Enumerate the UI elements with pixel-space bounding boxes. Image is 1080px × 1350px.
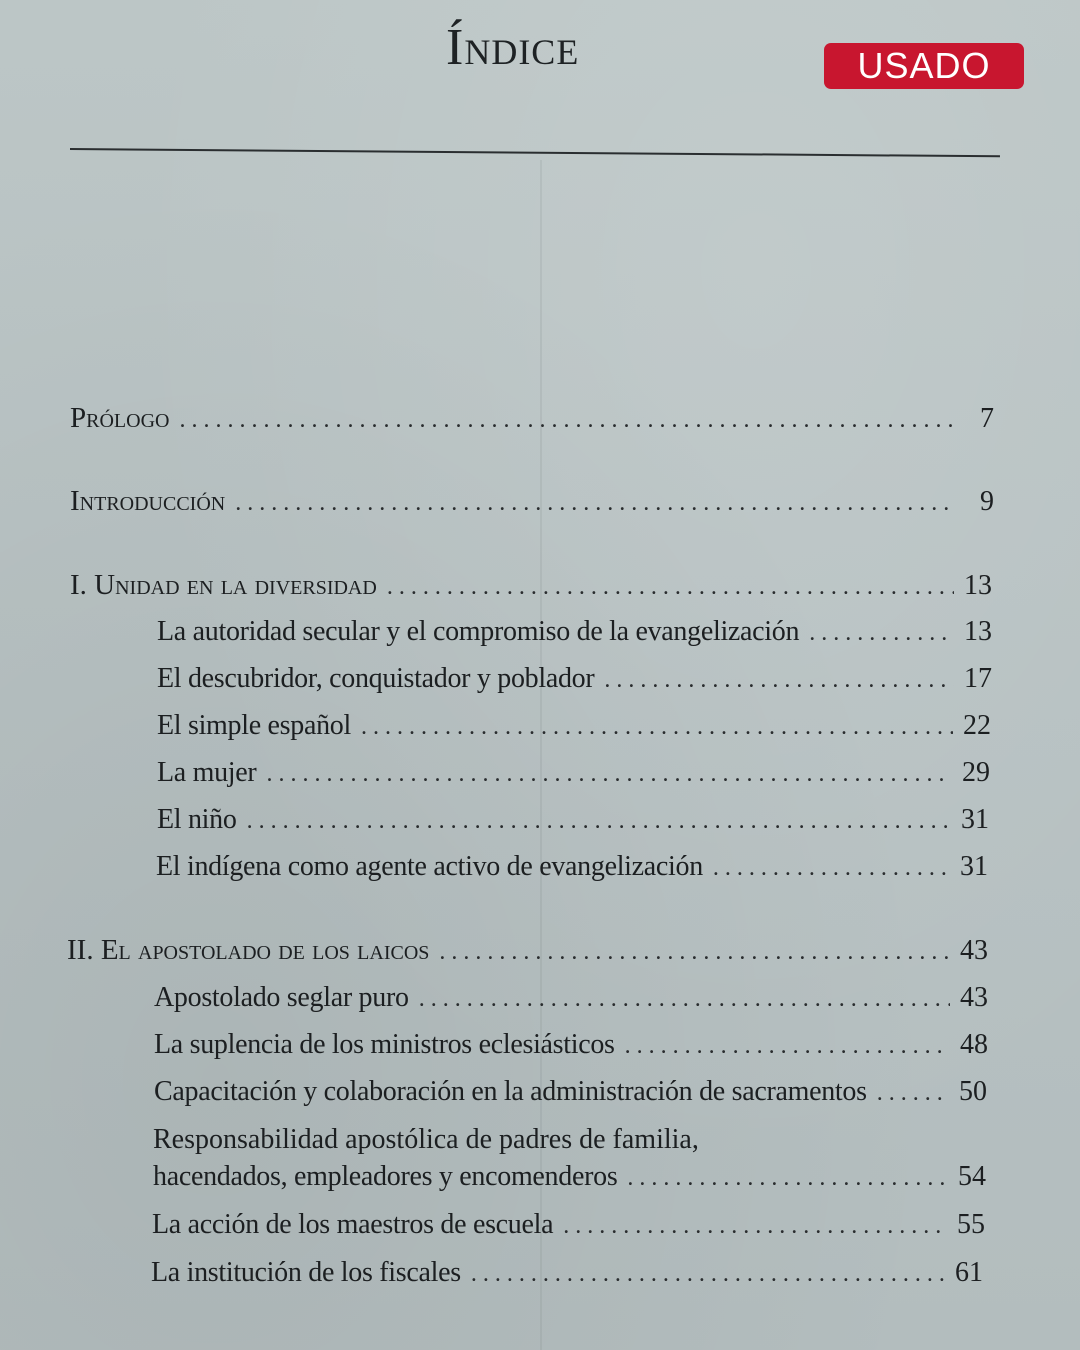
toc-page-number: 13 bbox=[964, 616, 992, 647]
dot-leader bbox=[247, 809, 951, 833]
toc-page-number: 55 bbox=[957, 1209, 985, 1240]
dot-leader bbox=[713, 856, 950, 880]
toc-section[interactable] bbox=[154, 984, 988, 1012]
toc-entry-label: La mujer bbox=[157, 757, 257, 788]
toc-section[interactable] bbox=[154, 1031, 988, 1059]
dot-leader bbox=[179, 408, 956, 432]
toc-chapter-1[interactable] bbox=[70, 571, 992, 600]
dot-leader bbox=[625, 1034, 950, 1058]
dot-leader bbox=[235, 491, 956, 515]
toc-entry-label: Capacitación y colaboración en la administración de sacramentos bbox=[154, 1076, 867, 1107]
toc-entry-label: II. El apostolado de los laicos bbox=[67, 934, 430, 966]
toc-entry-label: El simple español bbox=[157, 710, 351, 741]
toc-entry-label: El descubridor, conquistador y poblador bbox=[157, 663, 595, 694]
toc-page-number: 50 bbox=[959, 1076, 987, 1107]
toc-page-number: 43 bbox=[960, 982, 988, 1013]
toc-page-number: 13 bbox=[964, 570, 992, 601]
dot-leader bbox=[419, 987, 950, 1011]
dot-leader bbox=[809, 621, 954, 645]
toc-entry-prologo[interactable] bbox=[70, 404, 994, 433]
toc-section[interactable] bbox=[157, 618, 992, 646]
toc-entry-label: El niño bbox=[157, 804, 237, 835]
toc-section[interactable] bbox=[157, 759, 990, 787]
toc-entry-label: Introducción bbox=[70, 485, 226, 517]
toc-section[interactable] bbox=[151, 1259, 983, 1287]
dot-leader bbox=[266, 762, 952, 786]
dot-leader bbox=[877, 1081, 949, 1105]
toc-page-number: 31 bbox=[960, 851, 988, 882]
toc-entry-label: Apostolado seglar puro bbox=[154, 982, 409, 1013]
toc-page-number: 7 bbox=[980, 403, 994, 434]
toc-page-number: 22 bbox=[963, 710, 991, 741]
toc-entry-label: El indígena como agente activo de evangelización bbox=[156, 851, 703, 882]
dot-leader bbox=[387, 575, 954, 599]
toc-page-number: 29 bbox=[962, 757, 990, 788]
toc-section[interactable] bbox=[157, 665, 992, 693]
toc-section[interactable] bbox=[153, 1163, 986, 1191]
dot-leader bbox=[604, 668, 954, 692]
toc-entry-introduccion[interactable] bbox=[70, 487, 994, 516]
dot-leader bbox=[563, 1214, 947, 1238]
toc-page-number: 48 bbox=[960, 1029, 988, 1060]
toc-entry-label: Prólogo bbox=[70, 402, 170, 434]
toc-section-line1[interactable]: Responsabilidad apostólica de padres de familia, bbox=[153, 1124, 699, 1155]
toc-entry-label: I. Unidad en la diversidad bbox=[70, 569, 377, 601]
toc-entry-label: La acción de los maestros de escuela bbox=[152, 1209, 554, 1240]
toc-chapter-2[interactable] bbox=[67, 936, 988, 965]
toc-page-number: 43 bbox=[960, 935, 988, 966]
dot-leader bbox=[471, 1262, 945, 1286]
toc-section[interactable] bbox=[156, 853, 988, 881]
title-divider bbox=[70, 148, 1000, 157]
toc-section[interactable] bbox=[157, 712, 991, 740]
toc-section[interactable] bbox=[157, 806, 989, 834]
toc-page-number: 9 bbox=[980, 486, 994, 517]
toc-entry-label: La autoridad secular y el compromiso de la evangelización bbox=[157, 616, 800, 647]
toc-section[interactable] bbox=[154, 1078, 987, 1106]
toc-page-number: 54 bbox=[958, 1161, 986, 1192]
toc-page-number: 17 bbox=[964, 663, 992, 694]
toc-page-number: 31 bbox=[961, 804, 989, 835]
toc-entry-label: La institución de los fiscales bbox=[151, 1257, 461, 1288]
used-condition-badge: USADO bbox=[824, 43, 1024, 89]
toc-page-number: 61 bbox=[955, 1257, 983, 1288]
page-title: Índice bbox=[446, 19, 580, 76]
toc-entry-label: hacendados, empleadores y encomenderos bbox=[153, 1161, 618, 1192]
dot-leader bbox=[361, 715, 953, 739]
dot-leader bbox=[627, 1166, 948, 1190]
toc-entry-label: La suplencia de los ministros eclesiásticos bbox=[154, 1029, 615, 1060]
dot-leader bbox=[439, 940, 950, 964]
toc-section[interactable] bbox=[152, 1211, 985, 1239]
